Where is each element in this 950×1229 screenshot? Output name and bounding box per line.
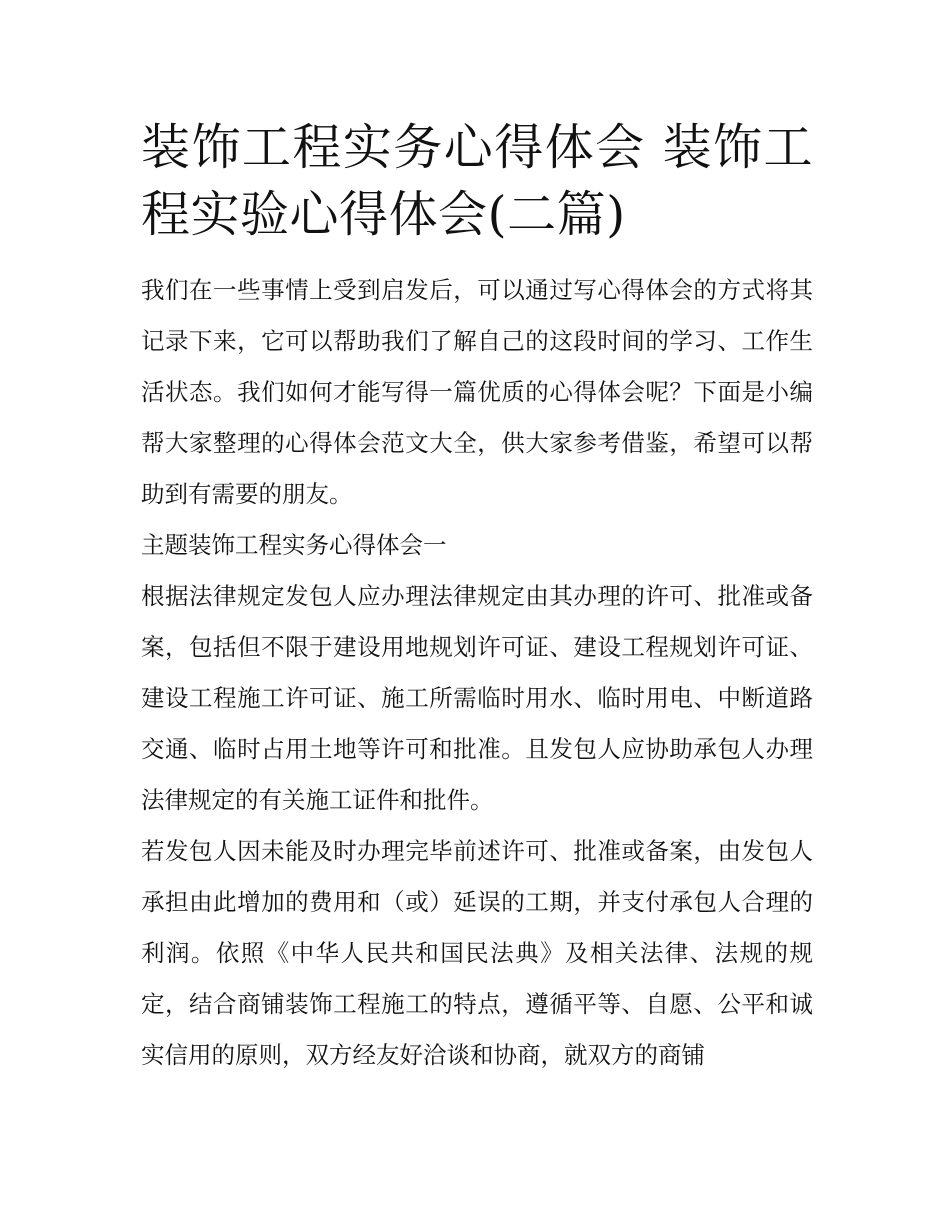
paragraph-liability: 若发包人因未能及时办理完毕前述许可、批准或备案，由发包人承担由此增加的费用和（或）延误的工期，并支付承包人合理的利润。依照《中华人民共和国民法典》及相关法律、法规的规定，结合商铺装饰工程施工的特点，遵循平等、自愿、公平和诚实信用的原则，双方经友好洽谈和协商，就双方的商铺: [141, 837, 813, 1069]
document-title: 装饰工程实务心得体会 装饰工程实验心得体会(二篇): [141, 119, 813, 243]
document-page: [141, 114, 813, 1081]
section-heading: 主题装饰工程实务心得体会一: [141, 531, 447, 559]
document-body: [141, 265, 813, 1081]
paragraph-intro: 我们在一些事情上受到启发后，可以通过写心得体会的方式将其记录下来，它可以帮助我们了解自己的这段时间的学习、工作生活状态。我们如何才能写得一篇优质的心得体会呢？下面是小编帮大家整理的心得体会范文大全，供大家参考借鉴，希望可以帮助到有需要的朋友。: [141, 276, 813, 508]
paragraph-permits: 根据法律规定发包人应办理法律规定由其办理的许可、批准或备案，包括但不限于建设用地规划许可证、建设工程规划许可证、建设工程施工许可证、施工所需临时用水、临时用电、中断道路交通、临时占用土地等许可和批准。且发包人应协助承包人办理法律规定的有关施工证件和批件。: [141, 582, 813, 814]
